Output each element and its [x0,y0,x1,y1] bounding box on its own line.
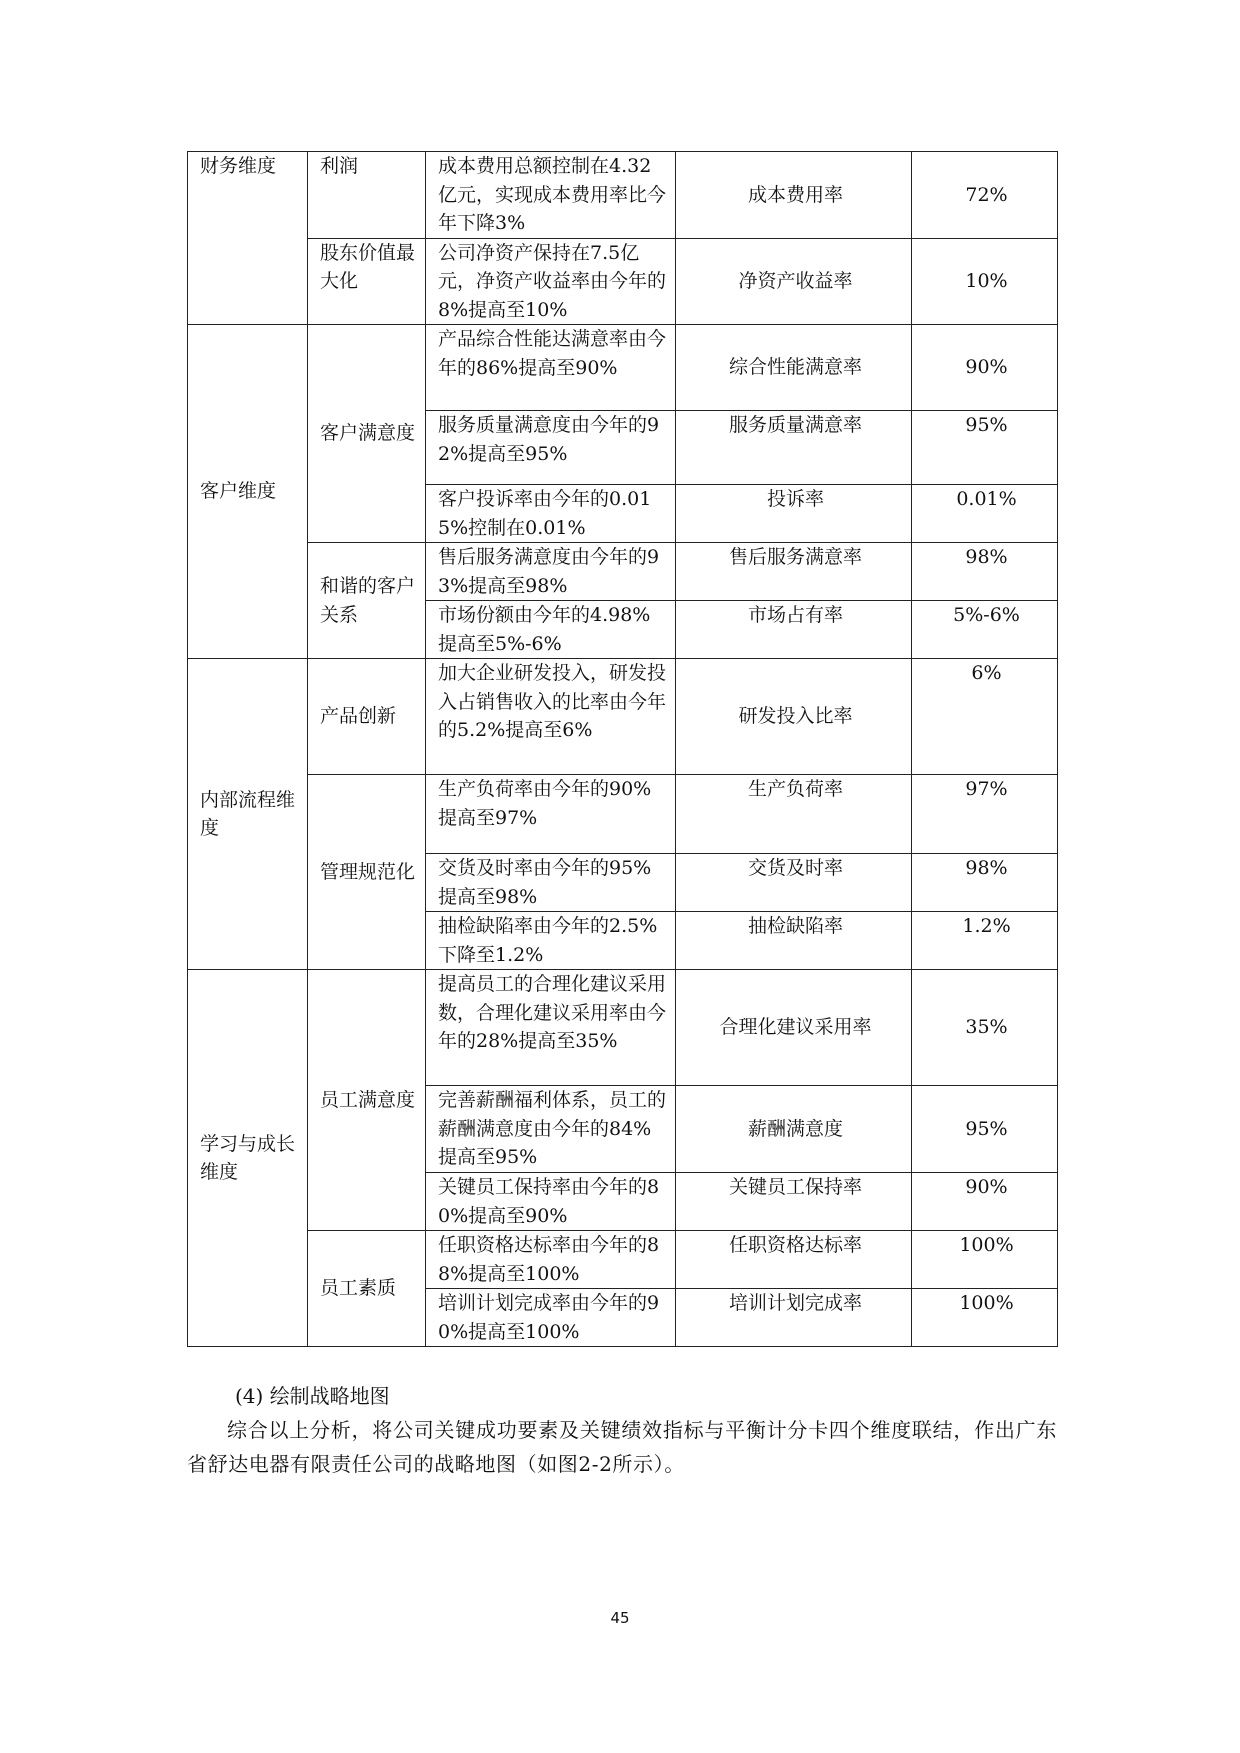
subject-customer-satisfaction: 客户满意度 [308,325,426,543]
indicator-cell: 交货及时率 [676,854,912,912]
target-cell: 提高员工的合理化建议采用数，合理化建议采用率由今年的28%提高至35% [426,970,676,1086]
kpi-table [187,151,1058,1347]
value-cell: 100% [912,1289,1058,1347]
value-cell: 97% [912,775,1058,854]
table-row [188,152,1058,239]
dimension-customer: 客户维度 [188,325,308,659]
target-cell: 公司净资产保持在7.5亿元，净资产收益率由今年的8%提高至10% [426,238,676,325]
indicator-cell: 成本费用率 [676,152,912,239]
target-cell: 生产负荷率由今年的90%提高至97% [426,775,676,854]
indicator-cell: 售后服务满意率 [676,543,912,601]
value-cell: 95% [912,411,1058,485]
indicator-cell: 合理化建议采用率 [676,970,912,1086]
target-cell: 售后服务满意度由今年的93%提高至98% [426,543,676,601]
page-number: 45 [610,1609,630,1627]
target-cell: 任职资格达标率由今年的88%提高至100% [426,1231,676,1289]
value-cell: 90% [912,1173,1058,1231]
value-cell: 10% [912,238,1058,325]
target-cell: 产品综合性能达满意率由今年的86%提高至90% [426,325,676,411]
indicator-cell: 任职资格达标率 [676,1231,912,1289]
dimension-financial: 财务维度 [188,152,308,325]
value-cell: 1.2% [912,912,1058,970]
indicator-cell: 市场占有率 [676,601,912,659]
target-cell: 市场份额由今年的4.98%提高至5%-6% [426,601,676,659]
indicator-cell: 生产负荷率 [676,775,912,854]
target-cell: 成本费用总额控制在4.32亿元，实现成本费用率比今年下降3% [426,152,676,239]
value-cell: 98% [912,854,1058,912]
value-cell: 98% [912,543,1058,601]
table-row [188,970,1058,1086]
indicator-cell: 服务质量满意率 [676,411,912,485]
indicator-cell: 投诉率 [676,485,912,543]
indicator-cell: 抽检缺陷率 [676,912,912,970]
section-heading: (4) 绘制战略地图 [235,1384,390,1408]
indicator-cell: 关键员工保持率 [676,1173,912,1231]
dimension-internal-process: 内部流程维度 [188,659,308,970]
table-row [188,1231,1058,1289]
value-cell: 5%-6% [912,601,1058,659]
target-cell: 加大企业研发投入，研发投入占销售收入的比率由今年的5.2%提高至6% [426,659,676,775]
subject-employee-satisfaction: 员工满意度 [308,970,426,1231]
target-cell: 完善薪酬福利体系，员工的薪酬满意度由今年的84%提高至95% [426,1086,676,1173]
indicator-cell: 研发投入比率 [676,659,912,775]
subject-product-innovation: 产品创新 [308,659,426,775]
subject-employee-quality: 员工素质 [308,1231,426,1347]
table-row [188,775,1058,854]
target-cell: 关键员工保持率由今年的80%提高至90% [426,1173,676,1231]
target-cell: 交货及时率由今年的95%提高至98% [426,854,676,912]
target-cell: 服务质量满意度由今年的92%提高至95% [426,411,676,485]
indicator-cell: 净资产收益率 [676,238,912,325]
value-cell: 72% [912,152,1058,239]
dimension-learning-growth: 学习与成长维度 [188,970,308,1347]
table-row [188,659,1058,775]
indicator-cell: 培训计划完成率 [676,1289,912,1347]
value-cell: 100% [912,1231,1058,1289]
value-cell: 90% [912,325,1058,411]
value-cell: 6% [912,659,1058,775]
table-row [188,238,1058,325]
indicator-cell: 综合性能满意率 [676,325,912,411]
table-row [188,543,1058,601]
value-cell: 95% [912,1086,1058,1173]
target-cell: 培训计划完成率由今年的90%提高至100% [426,1289,676,1347]
section-paragraph: 综合以上分析，将公司关键成功要素及关键绩效指标与平衡计分卡四个维度联结，作出广东省舒达电器有限责任公司的战略地图（如图2-2所示）。 [187,1418,1057,1476]
value-cell: 0.01% [912,485,1058,543]
target-cell: 客户投诉率由今年的0.015%控制在0.01% [426,485,676,543]
indicator-cell: 薪酬满意度 [676,1086,912,1173]
target-cell: 抽检缺陷率由今年的2.5%下降至1.2% [426,912,676,970]
subject-shareholder-value: 股东价值最大化 [308,238,426,325]
subject-customer-relations: 和谐的客户关系 [308,543,426,659]
table-row [188,325,1058,411]
subject-management-standardization: 管理规范化 [308,775,426,970]
value-cell: 35% [912,970,1058,1086]
subject-profit: 利润 [308,152,426,239]
